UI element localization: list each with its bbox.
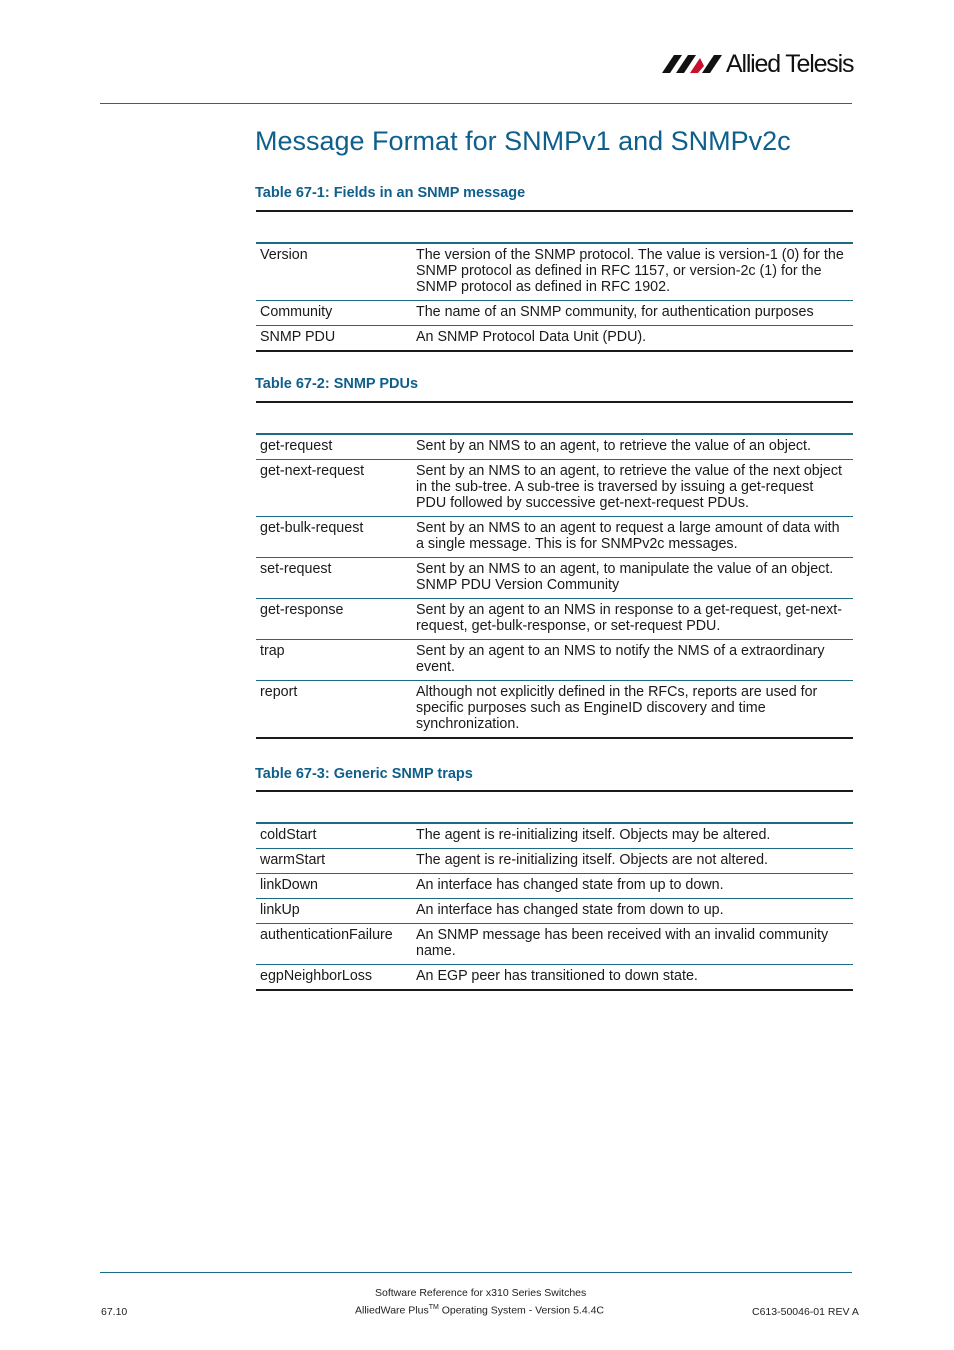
table-header [256,212,853,243]
table-row [256,516,853,557]
fields-table [256,210,853,352]
table-caption: Table 67-2: SNMP PDUs [255,376,419,392]
row-name: Version [260,247,308,263]
row-desc: An interface has changed state from down to up. [416,902,724,918]
row-name: report [260,684,298,700]
table-header [256,792,853,823]
row-name: SNMP PDU [260,329,336,345]
table-row [256,434,853,459]
row-desc: Sent by an NMS to an agent, to retrieve the value of an object. [416,438,811,454]
row-name: get-request [260,438,333,454]
row-name: trap [260,643,285,659]
row-name: get-bulk-request [260,520,364,536]
row-name: linkUp [260,902,300,918]
logo-mark-icon [660,54,724,74]
table-row [256,848,853,873]
row-desc: An SNMP message has been received with an invalid community name. [416,927,829,959]
table-header [256,403,853,434]
row-desc: Sent by an NMS to an agent, to retrieve the value of the next object in the sub-tree. A sub-tree is traversed by issuing a get-request PDU followed by successive get-next-request PDUs. [416,463,842,511]
row-desc: An SNMP Protocol Data Unit (PDU). [416,329,647,345]
row-name: egpNeighborLoss [260,968,373,984]
table-caption: Table 67-3: Generic SNMP traps [255,766,473,782]
footer-doc-title: Software Reference for x310 Series Switches [375,1287,587,1299]
table-row [256,823,853,848]
table-row [256,923,853,964]
pdus-table [256,401,853,739]
row-name: get-next-request [260,463,365,479]
row-desc: An interface has changed state from up to down. [416,877,724,893]
table-row [256,243,853,300]
footer-rule [100,1272,852,1273]
row-desc: Sent by an NMS to an agent, to manipulate the value of an object. SNMP PDU Version Community [416,561,834,593]
table-row [256,898,853,923]
table-row [256,459,853,516]
page-title: Message Format for SNMPv1 and SNMPv2c [255,126,791,156]
table-row [256,325,853,350]
table-row [256,598,853,639]
footer-os-prefix: AlliedWare Plus [355,1304,429,1317]
row-desc: Sent by an agent to an NMS in response to a get-request, get-next-request, get-bulk-response, or set-request PDU. [416,602,842,634]
header-rule [100,103,852,104]
row-desc: Sent by an agent to an NMS to notify the NMS of a extraordinary event. [416,643,825,675]
table-row [256,300,853,325]
traps-table [256,790,853,991]
table-row [256,873,853,898]
row-desc: The agent is re-initializing itself. Objects are not altered. [416,852,769,868]
footer-os-version [355,1304,604,1317]
row-desc: An EGP peer has transitioned to down state. [416,968,698,984]
row-name: warmStart [260,852,326,868]
row-desc: Although not explicitly defined in the RFCs, reports are used for specific purposes such as EngineID discovery and time synchronization. [416,684,818,732]
table-row [256,964,853,989]
allied-telesis-logo [660,50,855,80]
row-name: Community [260,304,333,320]
table-caption: Table 67-1: Fields in an SNMP message [255,185,526,201]
row-name: linkDown [260,877,319,893]
row-desc: The version of the SNMP protocol. The value is version-1 (0) for the SNMP protocol as defined in RFC 1157, or version-2c (1) for the SNMP protocol as defined in RFC 1902. [416,247,844,295]
footer-os-suffix: Operating System - Version 5.4.4C [438,1304,605,1317]
footer-os-tm: TM [428,1304,439,1311]
footer-doc-code: C613-50046-01 REV A [752,1306,859,1318]
footer-page-number: 67.10 [101,1306,128,1318]
row-desc: The name of an SNMP community, for authentication purposes [416,304,814,320]
row-name: authenticationFailure [260,927,393,943]
table-row [256,639,853,680]
row-name: coldStart [260,827,317,843]
brand-name: Allied Telesis [726,50,854,78]
row-name: get-response [260,602,344,618]
table-row [256,680,853,737]
table-row [256,557,853,598]
row-desc: Sent by an NMS to an agent to request a large amount of data with a single message. This is for SNMPv2c messages. [416,520,840,552]
row-name: set-request [260,561,332,577]
row-desc: The agent is re-initializing itself. Objects may be altered. [416,827,771,843]
